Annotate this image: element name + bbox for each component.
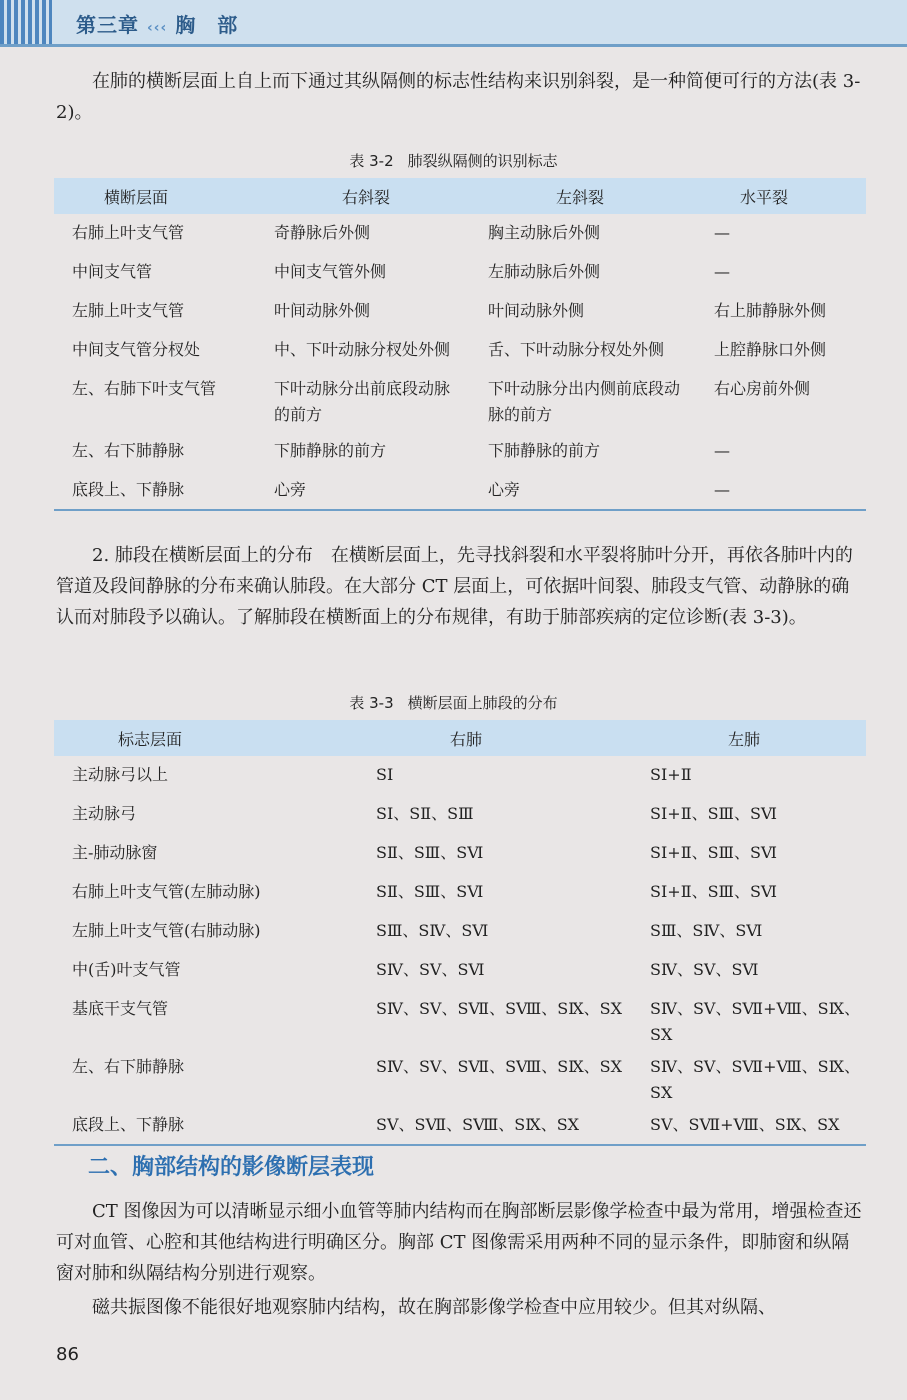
fissure-table xyxy=(54,178,866,511)
column-header: 左肺 xyxy=(632,720,866,756)
table-cell: 右心房前外侧 xyxy=(714,379,811,398)
table-cell: 叶间动脉外侧 xyxy=(274,301,371,320)
page-number: 86 xyxy=(56,1344,79,1365)
ct-paragraph: CT 图像因为可以清晰显示细小血管等肺内结构而在胸部断层影像学检查中最为常用，增强检查还可对血管、心腔和其他结构进行明确区分。胸部 CT 图像需采用两种不同的显示条件，即肺窗和纵隔窗对肺和纵隔结构分别进行观察。 xyxy=(56,1201,862,1284)
table-cell: 底段上、下静脉 xyxy=(72,1115,185,1134)
column-header: 右斜裂 xyxy=(256,178,470,214)
section-label: 胸 部 xyxy=(175,13,239,37)
table-cell: 下肺静脉的前方 xyxy=(274,441,387,460)
segment-paragraph: 2. 肺段在横断层面上的分布 在横断层面上，先寻找斜裂和水平裂将肺叶分开，再依各肺叶内的管道及段间静脉的分布来确认肺段。在大部分 CT 层面上，可依据叶间裂、肺段支气管、动静脉的确认而对肺段予以确认。了解肺段在横断面上的分布规律，有助于肺部疾病的定位诊断(表 3-3)。 xyxy=(56,545,853,628)
table1-caption xyxy=(0,150,907,171)
table-cell: 左、右肺下叶支气管 xyxy=(72,379,217,398)
table-cell: 中间支气管分杈处 xyxy=(72,340,201,359)
column-header: 左斜裂 xyxy=(470,178,696,214)
table-cell: 下叶动脉分出前底段动脉的前方 xyxy=(274,379,451,424)
table-row xyxy=(54,1106,866,1145)
table-cell: — xyxy=(714,262,730,281)
table-row xyxy=(54,990,866,1048)
table-cell: 主动脉弓以上 xyxy=(72,765,169,784)
column-header: 横断层面 xyxy=(54,178,256,214)
table-row xyxy=(54,951,866,990)
table-cell: SⅣ、SⅤ、SⅦ+Ⅷ、SⅨ、SⅩ xyxy=(650,1057,861,1102)
table-cell: 左肺上叶支气管(右肺动脉) xyxy=(72,921,261,940)
table-row xyxy=(54,1048,866,1106)
table-cell: SⅠ、SⅡ、SⅢ xyxy=(376,804,474,823)
table-cell: SⅠ+Ⅱ、SⅢ、SⅥ xyxy=(650,804,778,823)
header-separator: ‹‹‹ xyxy=(147,20,168,36)
table-cell: 奇静脉后外侧 xyxy=(274,223,371,242)
table-row xyxy=(54,756,866,795)
chapter-label: 第三章 xyxy=(76,13,139,37)
table-cell: 舌、下叶动脉分杈处外侧 xyxy=(488,340,665,359)
mri-paragraph: 磁共振图像不能很好地观察肺内结构，故在胸部影像学检查中应用较少。但其对纵隔、 xyxy=(92,1297,776,1318)
table-cell: SⅠ xyxy=(376,765,394,784)
table-cell: SⅢ、SⅣ、SⅥ xyxy=(376,921,489,940)
column-header: 水平裂 xyxy=(696,178,866,214)
table-row xyxy=(54,912,866,951)
table1-caption-number: 表 3-2 xyxy=(349,152,394,170)
table-cell: SⅢ、SⅣ、SⅥ xyxy=(650,921,763,940)
table-cell: 基底干支气管 xyxy=(72,999,169,1018)
running-head xyxy=(76,9,238,38)
table-cell: SⅣ、SⅤ、SⅦ+Ⅷ、SⅨ、SⅩ xyxy=(650,999,861,1044)
table-cell: 右肺上叶支气管 xyxy=(72,223,185,242)
table-cell: SⅡ、SⅢ、SⅥ xyxy=(376,843,484,862)
table-cell: SⅡ、SⅢ、SⅥ xyxy=(376,882,484,901)
table-cell: 下肺静脉的前方 xyxy=(488,441,601,460)
table-cell: SⅣ、SⅤ、SⅥ xyxy=(376,960,485,979)
table-cell: SⅠ+Ⅱ、SⅢ、SⅥ xyxy=(650,882,778,901)
table-cell: 中间支气管外侧 xyxy=(274,262,387,281)
table-row xyxy=(54,214,866,253)
table-cell: 左肺上叶支气管 xyxy=(72,301,185,320)
table-header-row xyxy=(54,178,866,214)
table2-caption-number: 表 3-3 xyxy=(349,694,394,712)
intro-paragraph: 在肺的横断层面上自上而下通过其纵隔侧的标志性结构来识别斜裂，是一种简便可行的方法(表 3-2)。 xyxy=(56,71,861,123)
table-cell: 左、右下肺静脉 xyxy=(72,1057,185,1076)
table-cell: 胸主动脉后外侧 xyxy=(488,223,601,242)
table-cell: — xyxy=(714,480,730,499)
segment-table xyxy=(54,720,866,1146)
table-cell: SⅣ、SⅤ、SⅦ、SⅧ、SⅨ、SⅩ xyxy=(376,999,622,1018)
table-cell: — xyxy=(714,441,730,460)
table-cell: 心旁 xyxy=(274,480,307,499)
table-row xyxy=(54,292,866,331)
table-cell: 右上肺静脉外侧 xyxy=(714,301,827,320)
table-cell: SⅤ、SⅦ、SⅧ、SⅨ、SⅩ xyxy=(376,1115,580,1134)
column-header: 标志层面 xyxy=(54,720,358,756)
table-cell: — xyxy=(714,223,730,242)
table-cell: 中(舌)叶支气管 xyxy=(72,960,181,979)
table-row xyxy=(54,834,866,873)
header-decoration xyxy=(0,0,52,44)
table-cell: 左肺动脉后外侧 xyxy=(488,262,601,281)
table1-caption-title: 肺裂纵隔侧的识别标志 xyxy=(407,152,558,170)
table-row xyxy=(54,471,866,510)
table2-caption-title: 横断层面上肺段的分布 xyxy=(407,694,558,712)
table-cell: 左、右下肺静脉 xyxy=(72,441,185,460)
table-cell: 上腔静脉口外侧 xyxy=(714,340,827,359)
table-row xyxy=(54,873,866,912)
column-header: 右肺 xyxy=(358,720,632,756)
table-cell: 下叶动脉分出内侧前底段动脉的前方 xyxy=(488,379,681,424)
table-header-row xyxy=(54,720,866,756)
table-cell: 中、下叶动脉分杈处外侧 xyxy=(274,340,451,359)
table-cell: 叶间动脉外侧 xyxy=(488,301,585,320)
table-cell: SⅣ、SⅤ、SⅦ、SⅧ、SⅨ、SⅩ xyxy=(376,1057,622,1076)
table-cell: 主动脉弓 xyxy=(72,804,137,823)
table-cell: 心旁 xyxy=(488,480,521,499)
table-cell: 右肺上叶支气管(左肺动脉) xyxy=(72,882,261,901)
table-row xyxy=(54,370,866,432)
chapter-header xyxy=(0,0,907,47)
section-heading: 二、胸部结构的影像断层表现 xyxy=(88,1155,375,1180)
table-row xyxy=(54,432,866,471)
table-cell: SⅠ+Ⅱ、SⅢ、SⅥ xyxy=(650,843,778,862)
table-row xyxy=(54,331,866,370)
table-cell: SⅤ、SⅦ+Ⅷ、SⅨ、SⅩ xyxy=(650,1115,840,1134)
table-cell: SⅠ+Ⅱ xyxy=(650,765,692,784)
table-row xyxy=(54,795,866,834)
table-cell: 中间支气管 xyxy=(72,262,153,281)
table-cell: 主-肺动脉窗 xyxy=(72,843,158,862)
table2-caption xyxy=(0,692,907,713)
table-cell: SⅣ、SⅤ、SⅥ xyxy=(650,960,759,979)
table-row xyxy=(54,253,866,292)
table-cell: 底段上、下静脉 xyxy=(72,480,185,499)
